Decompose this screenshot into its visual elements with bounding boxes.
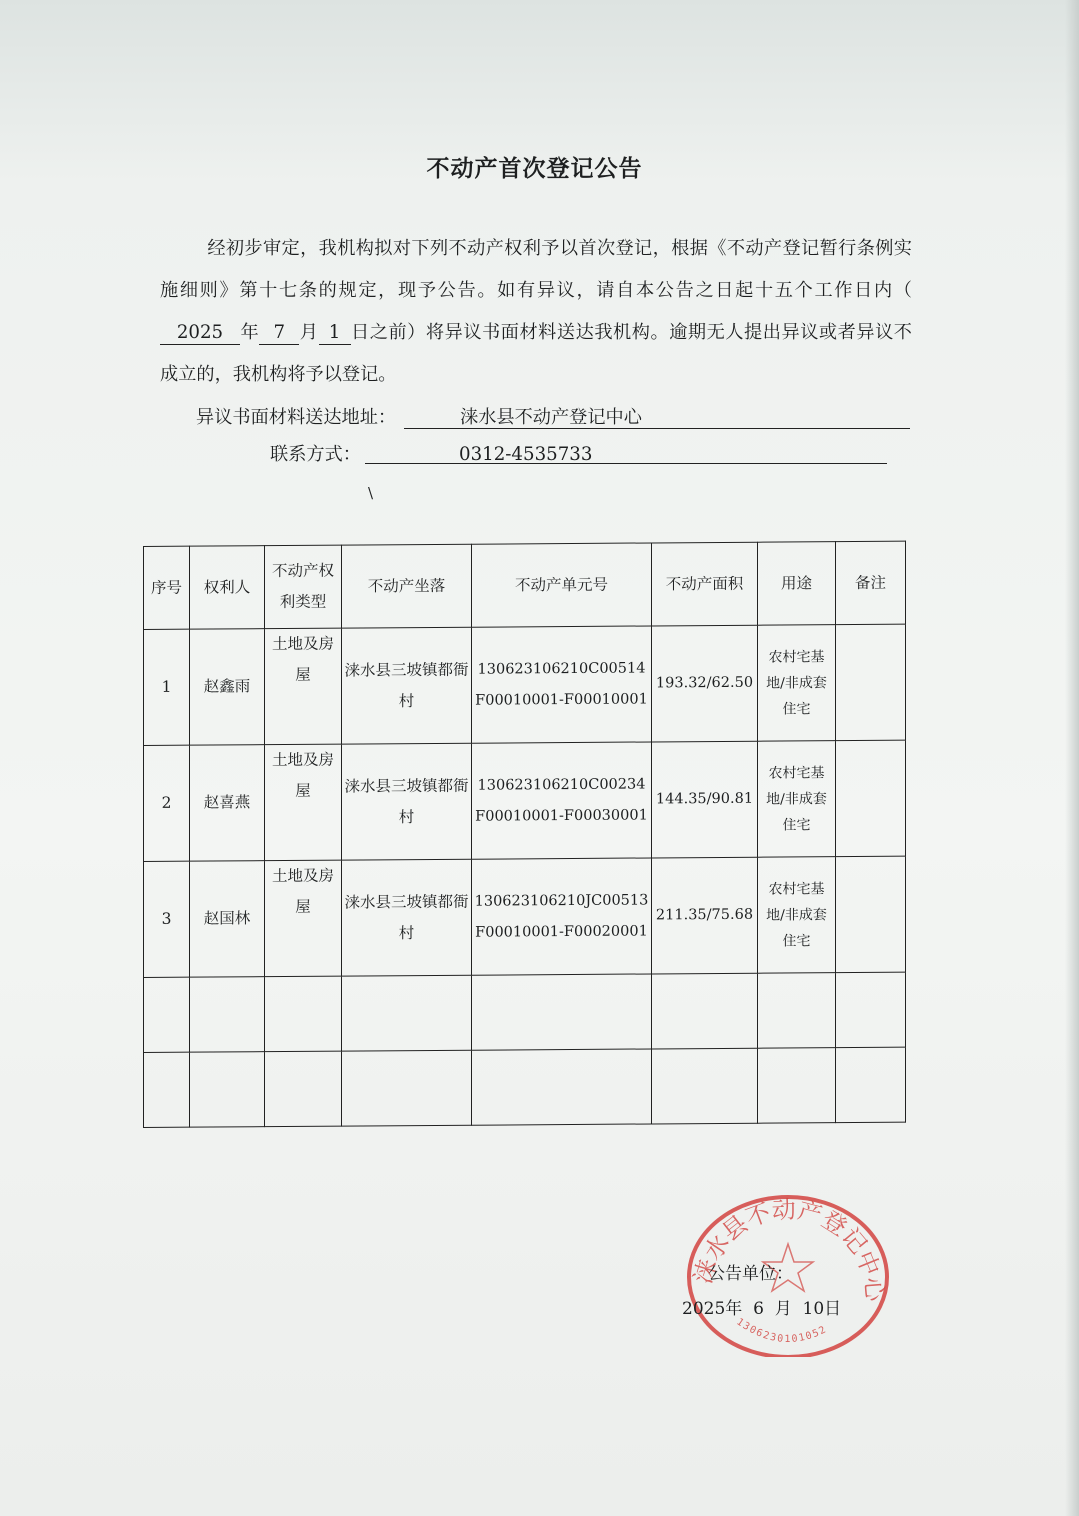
cell-holder: 赵鑫雨 [190, 629, 265, 746]
contact-value: 0312-4535733 [459, 444, 593, 465]
empty-cell [265, 976, 342, 1052]
empty-cell [758, 973, 836, 1049]
cell-area: 193.32/62.50 [652, 625, 758, 742]
issue-month: 6 [753, 1299, 764, 1319]
cell-location: 涞水县三坡镇都衙村 [342, 859, 472, 976]
cell-usage: 农村宅基地/非成套住宅 [758, 625, 836, 742]
table-row-empty [144, 1047, 906, 1127]
address-field [404, 403, 910, 429]
table-row [144, 740, 906, 861]
empty-cell [190, 977, 265, 1053]
empty-cell [472, 974, 652, 1050]
header-location: 不动产坐落 [342, 544, 472, 628]
cell-unit-no: 130623106210C00234F00010001-F00030001 [472, 742, 652, 859]
cell-seq: 3 [144, 861, 190, 977]
header-seq: 序号 [144, 546, 190, 629]
table-header-row [144, 541, 906, 629]
cell-area: 144.35/90.81 [652, 741, 758, 858]
empty-cell [190, 1052, 265, 1128]
header-remark: 备注 [836, 541, 906, 624]
deadline-day: 1 [319, 322, 351, 345]
issuer-label: 公告单位： [708, 1264, 793, 1284]
issue-year: 2025 [682, 1299, 726, 1319]
cell-right-type: 土地及房屋 [265, 860, 342, 977]
issue-date [682, 1297, 841, 1321]
empty-cell [342, 1050, 472, 1126]
deadline-year: 2025 [160, 322, 240, 345]
cell-seq: 2 [144, 745, 190, 861]
empty-cell [265, 1051, 342, 1127]
empty-cell [836, 1047, 906, 1122]
cell-holder: 赵喜燕 [190, 745, 265, 862]
cell-unit-no: 130623106210JC00513F00010001-F00020001 [472, 858, 652, 975]
header-area: 不动产面积 [652, 542, 758, 626]
table-row [144, 856, 906, 977]
seal-text: 涞水县不动产登记中心 [688, 1195, 889, 1303]
issue-month-char: 月 [774, 1299, 792, 1319]
cell-area: 211.35/75.68 [652, 857, 758, 974]
deadline-month: 7 [259, 322, 299, 345]
table-row-empty [144, 972, 906, 1052]
registration-table [143, 541, 906, 1128]
cell-location: 涞水县三坡镇都衙村 [342, 627, 472, 744]
cell-remark [836, 740, 906, 856]
empty-cell [342, 975, 472, 1051]
empty-cell [472, 1049, 652, 1125]
cell-holder: 赵国林 [190, 861, 265, 978]
month-char: 月 [299, 322, 319, 343]
header-right-type: 不动产权利类型 [265, 545, 342, 629]
cell-usage: 农村宅基地/非成套住宅 [758, 857, 836, 974]
cell-right-type: 土地及房屋 [265, 744, 342, 861]
header-unit-no: 不动产单元号 [472, 543, 652, 627]
empty-cell [836, 972, 906, 1047]
empty-cell [758, 1048, 836, 1124]
cell-remark [836, 624, 906, 740]
header-holder: 权利人 [190, 546, 265, 630]
stray-mark: \ [368, 484, 374, 502]
table-row [144, 624, 906, 745]
issue-day-char: 日 [824, 1299, 842, 1319]
cell-location: 涞水县三坡镇都衙村 [342, 743, 472, 860]
year-char: 年 [240, 322, 260, 343]
cell-usage: 农村宅基地/非成套住宅 [758, 741, 836, 858]
issue-day: 10 [802, 1299, 825, 1319]
empty-cell [652, 973, 758, 1049]
contact-field [365, 440, 887, 464]
intro-text-1: 经初步审定，我机构拟对下列不动产权利予以首次登记，根据《不动产登记暂行条例实施细则》第十七条的规定，现予公告。如有异议，请自本公告之日起十五个工作日内（ [160, 238, 912, 301]
empty-cell [144, 977, 190, 1052]
cell-seq: 1 [144, 629, 190, 745]
cell-unit-no: 130623106210C00514F00010001-F00010001 [472, 626, 652, 743]
intro-text-2: 日之前）将异议书面材料送达我机构。逾期无人提出异议或者异议不成立的，我机构将予以登记。 [160, 322, 912, 385]
address-label: 异议书面材料送达地址： [196, 407, 397, 428]
announcement-body [160, 228, 912, 396]
seal-code: 1306230101052 [734, 1316, 829, 1346]
contact-label: 联系方式： [270, 444, 361, 465]
issue-year-char: 年 [725, 1299, 743, 1319]
empty-cell [652, 1048, 758, 1124]
header-usage: 用途 [758, 542, 836, 626]
address-value: 涞水县不动产登记中心 [460, 407, 642, 428]
cell-remark [836, 856, 906, 972]
page-title: 不动产首次登记公告 [426, 155, 643, 182]
cell-right-type: 土地及房屋 [265, 628, 342, 745]
empty-cell [144, 1052, 190, 1127]
